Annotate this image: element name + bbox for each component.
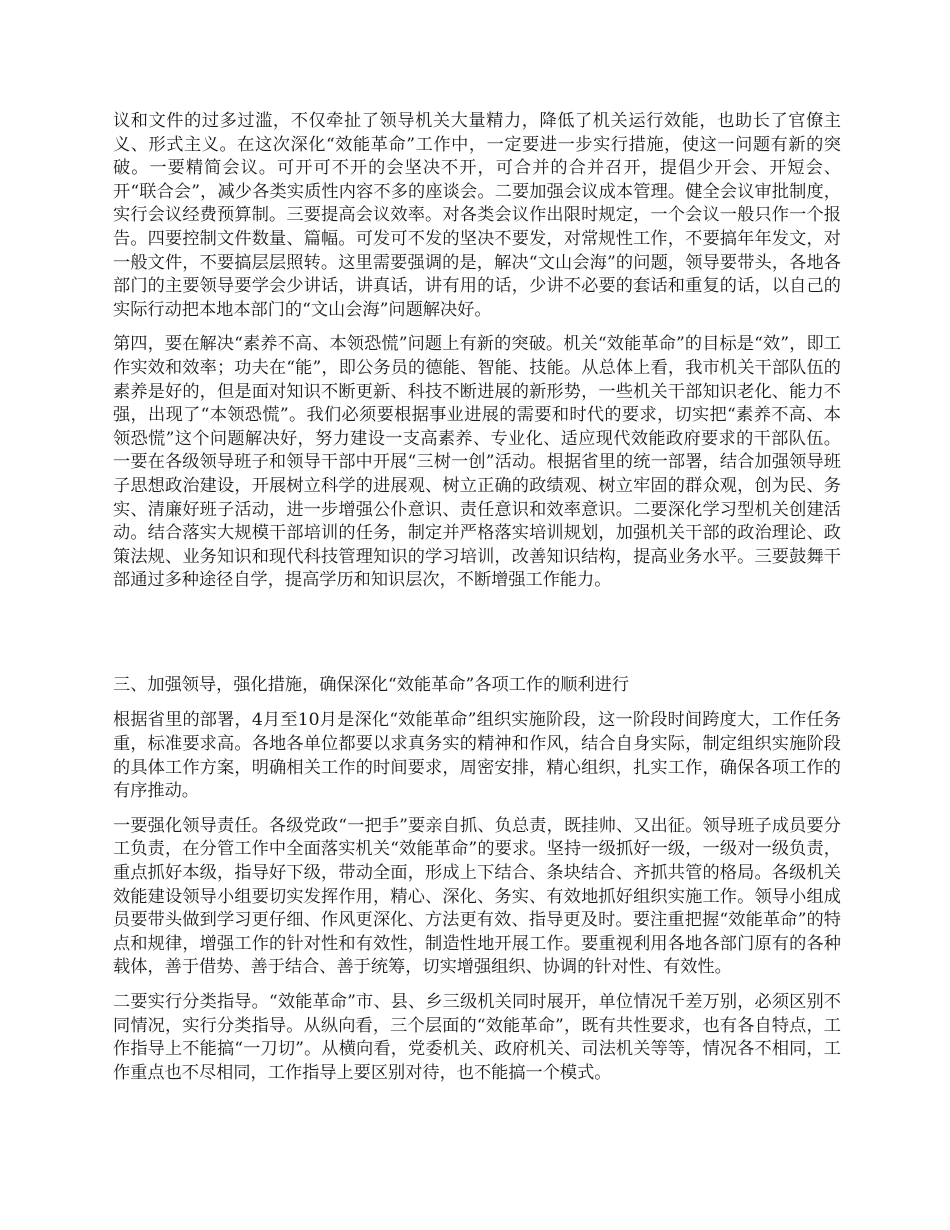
section-heading: 三、加强领导，强化措施，确保深化“效能革命”各项工作的顺利进行 [113, 674, 630, 695]
document-page [113, 110, 841, 1096]
paragraph-fourth-point: 第四，要在解决“素养不高、本领恐慌”问题上有新的突破。机关“效能革命”的目标是“效”，即工作实效和效率；功夫在“能”，即公务员的德能、智能、技能。从总体上看，我市机关干部队伍的素养是好的，但是面对知识不断更新、科技不断进展的新形势，一些机关干部知识老化、能力不强，出现了“本领恐慌”。我们必须要根据事业进展的需要和时代的要求，切实把“素养不高、本领恐慌”这个问题解决好，努力建设一支高素养、专业化、适应现代效能政府要求的干部队伍。一要在各级领导班子和领导干部中开展“三树一创”活动。根据省里的统一部署，结合加强领导班子思想政治建设，开展树立科学的进展观、树立正确的政绩观、树立牢固的群众观，创为民、务实、清廉好班子活动，进一步增强公仆意识、责任意识和效率意识。二要深化学习型机关创建活动。结合落实大规模干部培训的任务，制定并严格落实培训规划，加强机关干部的政治理论、政策法规、业务知识和现代科技管理知识的学习培训，改善知识结构，提高业务水平。三要鼓舞干部通过多种途径自学，提高学历和知识层次，不断增强工作能力。 [113, 334, 841, 591]
paragraph-meeting-documents: 议和文件的过多过滥，不仅牵扯了领导机关大量精力，降低了机关运行效能，也助长了官僚主义、形式主义。在这次深化“效能革命”工作中，一定要进一步实行措施，使这一问题有新的突破。一要精简会议。可开可不开的会坚决不开，可合并的合并召开，提倡少开会、开短会、开“联合会”，减少各类实质性内容不多的座谈会。二要加强会议成本管理。健全会议审批制度，实行会议经费预算制。三要提高会议效率。对各类会议作出限时规定，一个会议一般只作一个报告。四要控制文件数量、篇幅。可发可不发的坚决不要发，对常规性工作，不要搞年年发文，对一般文件，不要搞层层照转。这里需要强调的是，解决“文山会海”的问题，领导要带头，各地各部门的主要领导要学会少讲话，讲真话，讲有用的话，少讲不必要的套话和重复的话，以自己的实际行动把本地本部门的“文山会海”问题解决好。 [113, 111, 841, 320]
paragraph-leadership-responsibility: 一要强化领导责任。各级党政“一把手”要亲自抓、负总责，既挂帅、又出征。领导班子成员要分工负责，在分管工作中全面落实机关“效能革命”的要求。坚持一级抓好一级，一级对一级负责，重点抓好本级，指导好下级，带动全面，形成上下结合、条块结合、齐抓共管的格局。各级机关效能建设领导小组要切实发挥作用，精心、深化、务实、有效地抓好组织实施工作。领导小组成员要带头做到学习更仔细、作风更深化、方法更有效、指导更及时。要注重把握“效能革命”的特点和规律，增强工作的针对性和有效性，制造性地开展工作。要重视利用各地各部门原有的各种载体，善于借势、善于结合、善于统筹，切实增强组织、协调的针对性、有效性。 [113, 815, 841, 978]
section-gap [113, 604, 841, 674]
paragraph-implementation-stage: 根据省里的部署，4月至10月是深化“效能革命”组织实施阶段，这一阶段时间跨度大，工作任务重，标准要求高。各地各单位都要以求真务实的精神和作风，结合自身实际，制定组织实施阶段的具体工作方案，明确相关工作的时间要求，周密安排，精心组织，扎实工作，确保各项工作的有序推动。 [113, 710, 841, 802]
paragraph-classified-guidance: 二要实行分类指导。“效能革命”市、县、乡三级机关同时展开，单位情况千差万别，必须区别不同情况，实行分类指导。从纵向看，三个层面的“效能革命”，既有共性要求，也有各自特点，工作指导上不能搞“一刀切”。从横向看，党委机关、政府机关、司法机关等等，情况各不相同，工作重点也不尽相同，工作指导上要区别对待，也不能搞一个模式。 [113, 992, 841, 1083]
